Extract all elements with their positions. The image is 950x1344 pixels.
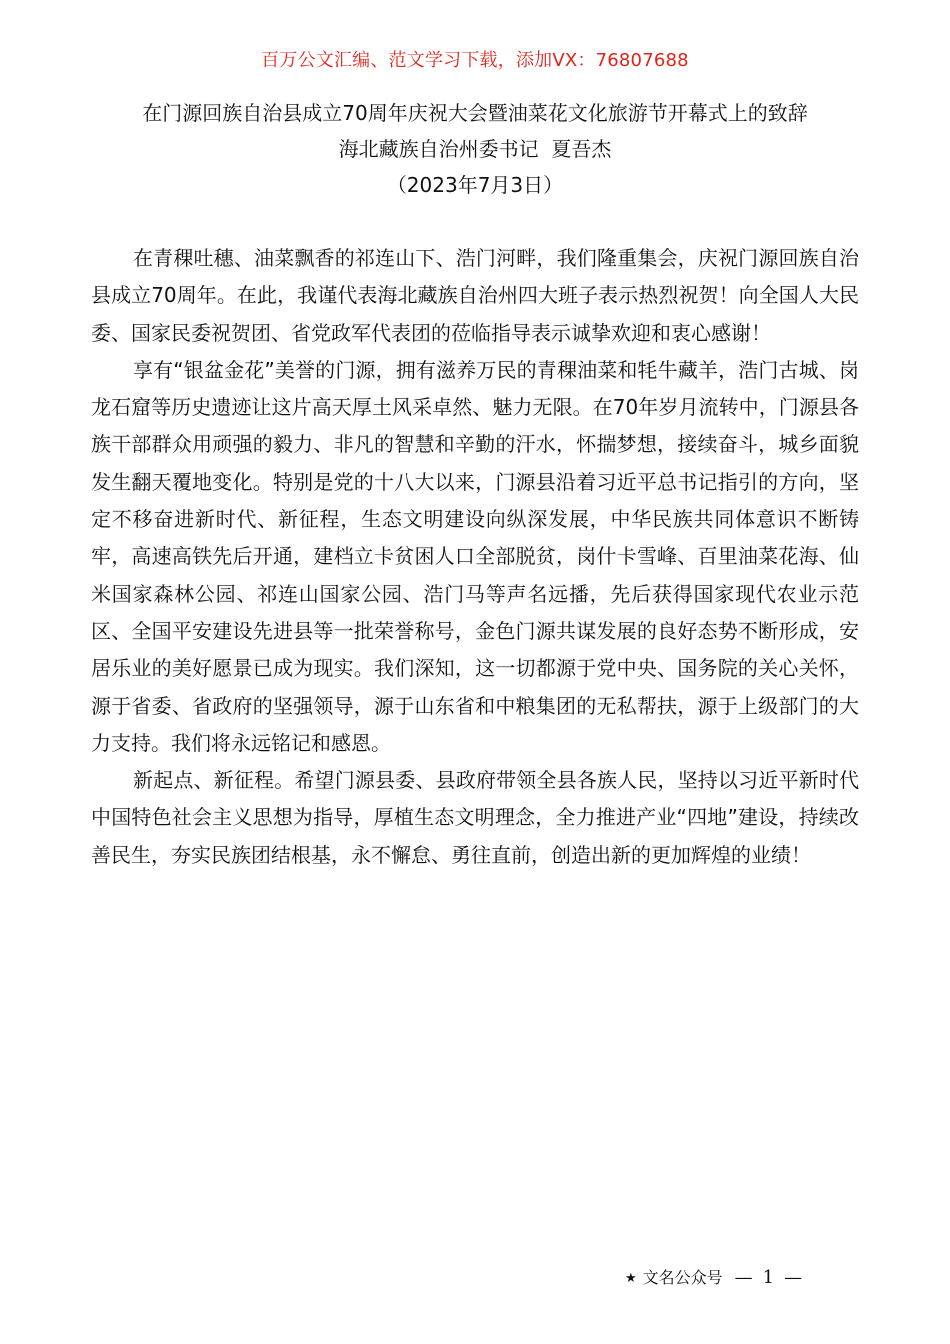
document-author: 海北藏族自治州委书记 夏吾杰 [338,137,612,161]
footer-label: 文名公众号 [642,1268,723,1287]
footer-dash-right: — [784,1267,803,1288]
paragraph: 新起点、新征程。希望门源县委、县政府带领全县各族人民，坚持以习近平新时代中国特色社会主义思想为指导，厚植生态文明理念，全力推进产业“四地”建设，持续改善民生，夯实民族团结根基，永不懈怠、勇往直前，创造出新的更加辉煌的业绩！ [91,768,859,867]
page-footer [625,1265,802,1288]
document-date: （2023年7月3日） [386,173,564,197]
title-block [0,95,950,203]
paragraph: 在青稞吐穗、油菜飘香的祁连山下、浩门河畔，我们隆重集会，庆祝门源回族自治县成立70周年。在此，我谨代表海北藏族自治州四大班子表示热烈祝贺！向全国人大民委、国家民委祝贺团、省党政军代表团的莅临指导表示诚挚欢迎和衷心感谢！ [91,246,859,345]
document-title: 在门源回族自治县成立70周年庆祝大会暨油菜花文化旅游节开幕式上的致辞 [142,101,808,125]
promo-banner: 百万公文汇编、范文学习下载，添加VX：76807688 [261,50,689,71]
paragraph: 享有“银盆金花”美誉的门源，拥有滋养万民的青稞油菜和牦牛藏羊，浩门古城、岗龙石窟等历史遗迹让这片高天厚土风采卓然、魅力无限。在70年岁月流转中，门源县各族干部群众用顽强的毅力、非凡的智慧和辛勤的汗水，怀揣梦想，接续奋斗，城乡面貌发生翻天覆地变化。特别是党的十八大以来，门源县沿着习近平总书记指引的方向，坚定不移奋进新时代、新征程，生态文明建设向纵深发展，中华民族共同体意识不断铸牢，高速高铁先后开通，建档立卡贫困人口全部脱贫，岗什卡雪峰、百里油菜花海、仙米国家森林公园、祁连山国家公园、浩门马等声名远播，先后获得国家现代农业示范区、全国平安建设先进县等一批荣誉称号，金色门源共谋发展的良好态势不断形成，安居乐业的美好愿景已成为现实。我们深知，这一切都源于党中央、国务院的关心关怀，源于省委、省政府的坚强领导，源于山东省和中粮集团的无私帮扶，源于上级部门的大力支持。我们将永远铭记和感恩。 [91,357,859,755]
document-body [91,240,859,874]
star-icon: ★ [625,1271,637,1286]
page-number: 1 [762,1267,775,1288]
footer-dash-left: — [734,1267,753,1288]
